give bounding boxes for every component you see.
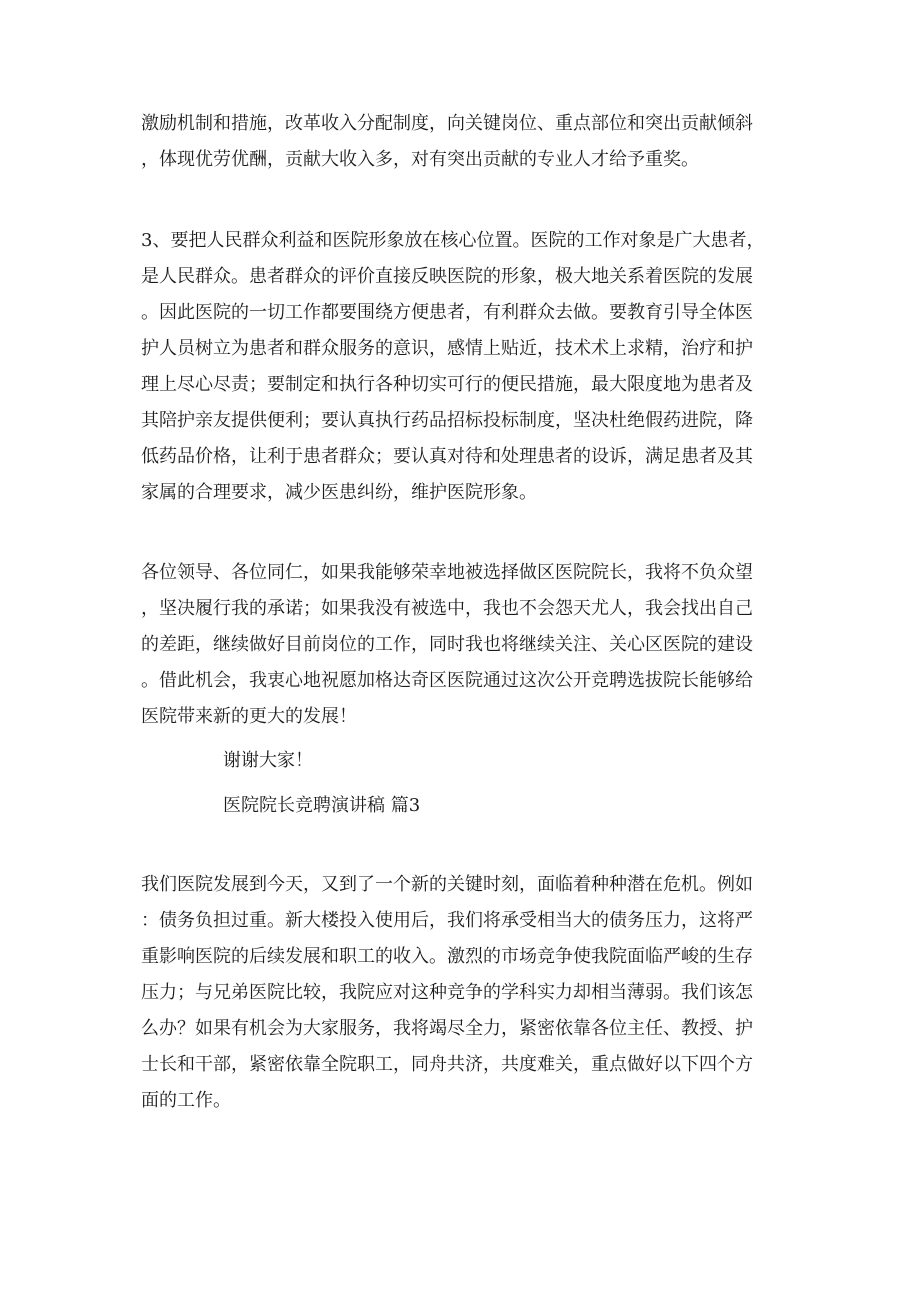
text-line: ：债务负担过重。新大楼投入使用后，我们将承受相当大的债务压力，这将严 <box>141 910 753 931</box>
text-line: 。因此医院的一切工作都要围绕方便患者，有利群众去做。要教育引导全体医 <box>141 302 753 323</box>
text-line: 低药品价格，让利于患者群众；要认真对待和处理患者的设诉，满足患者及其 <box>141 446 753 467</box>
text-line: ，体现优劳优酬，贡献大收入多，对有突出贡献的专业人才给予重奖。 <box>141 149 699 170</box>
text-line: 压力；与兄弟医院比较，我院应对这种竞争的学科实力却相当薄弱。我们该怎 <box>141 982 753 1003</box>
text-line: 士长和干部，紧密依靠全院职工，同舟共济，共度难关，重点做好以下四个方 <box>141 1054 753 1075</box>
text-line: 护人员树立为患者和群众服务的意识，感情上贴近，技术术上求精，治疗和护 <box>141 338 753 359</box>
text-line: 其陪护亲友提供便利；要认真执行药品招标投标制度，坚决杜绝假药进院，降 <box>141 410 753 431</box>
thanks-line: 谢谢大家！ <box>223 750 313 771</box>
text-line: 我们医院发展到今天，又到了一个新的关键时刻，面临着种种潜在危机。例如 <box>141 874 753 895</box>
text-line: 面的工作。 <box>141 1090 231 1111</box>
text-line: 重影响医院的后续发展和职工的收入。激烈的市场竞争使我院面临严峻的生存 <box>141 946 753 967</box>
text-line: 的差距，继续做好目前岗位的工作，同时我也将继续关注、关心区医院的建设 <box>141 634 753 655</box>
text-line: 。借此机会，我衷心地祝愿加格达奇区医院通过这次公开竞聘选拔院长能够给 <box>141 670 753 691</box>
section-title: 医院院长竞聘演讲稿 篇3 <box>223 795 421 816</box>
text-line: 么办？如果有机会为大家服务，我将竭尽全力，紧密依靠各位主任、教授、护 <box>141 1018 753 1039</box>
text-line: 理上尽心尽责；要制定和执行各种切实可行的便民措施，最大限度地为患者及 <box>141 374 753 395</box>
text-line: 3、要把人民群众利益和医院形象放在核心位置。医院的工作对象是广大患者， <box>141 230 765 251</box>
text-line: 是人民群众。患者群众的评价直接反映医院的形象，极大地关系着医院的发展 <box>141 266 753 287</box>
text-line: ，坚决履行我的承诺；如果我没有被选中，我也不会怨天尤人，我会找出自己 <box>141 598 753 619</box>
text-line: 医院带来新的更大的发展！ <box>141 706 357 727</box>
text-line: 家属的合理要求，减少医患纠纷，维护医院形象。 <box>141 482 537 503</box>
text-line: 各位领导、各位同仁，如果我能够荣幸地被选择做区医院院长，我将不负众望 <box>141 562 753 583</box>
text-line: 激励机制和措施，改革收入分配制度，向关键岗位、重点部位和突出贡献倾斜 <box>141 113 753 134</box>
